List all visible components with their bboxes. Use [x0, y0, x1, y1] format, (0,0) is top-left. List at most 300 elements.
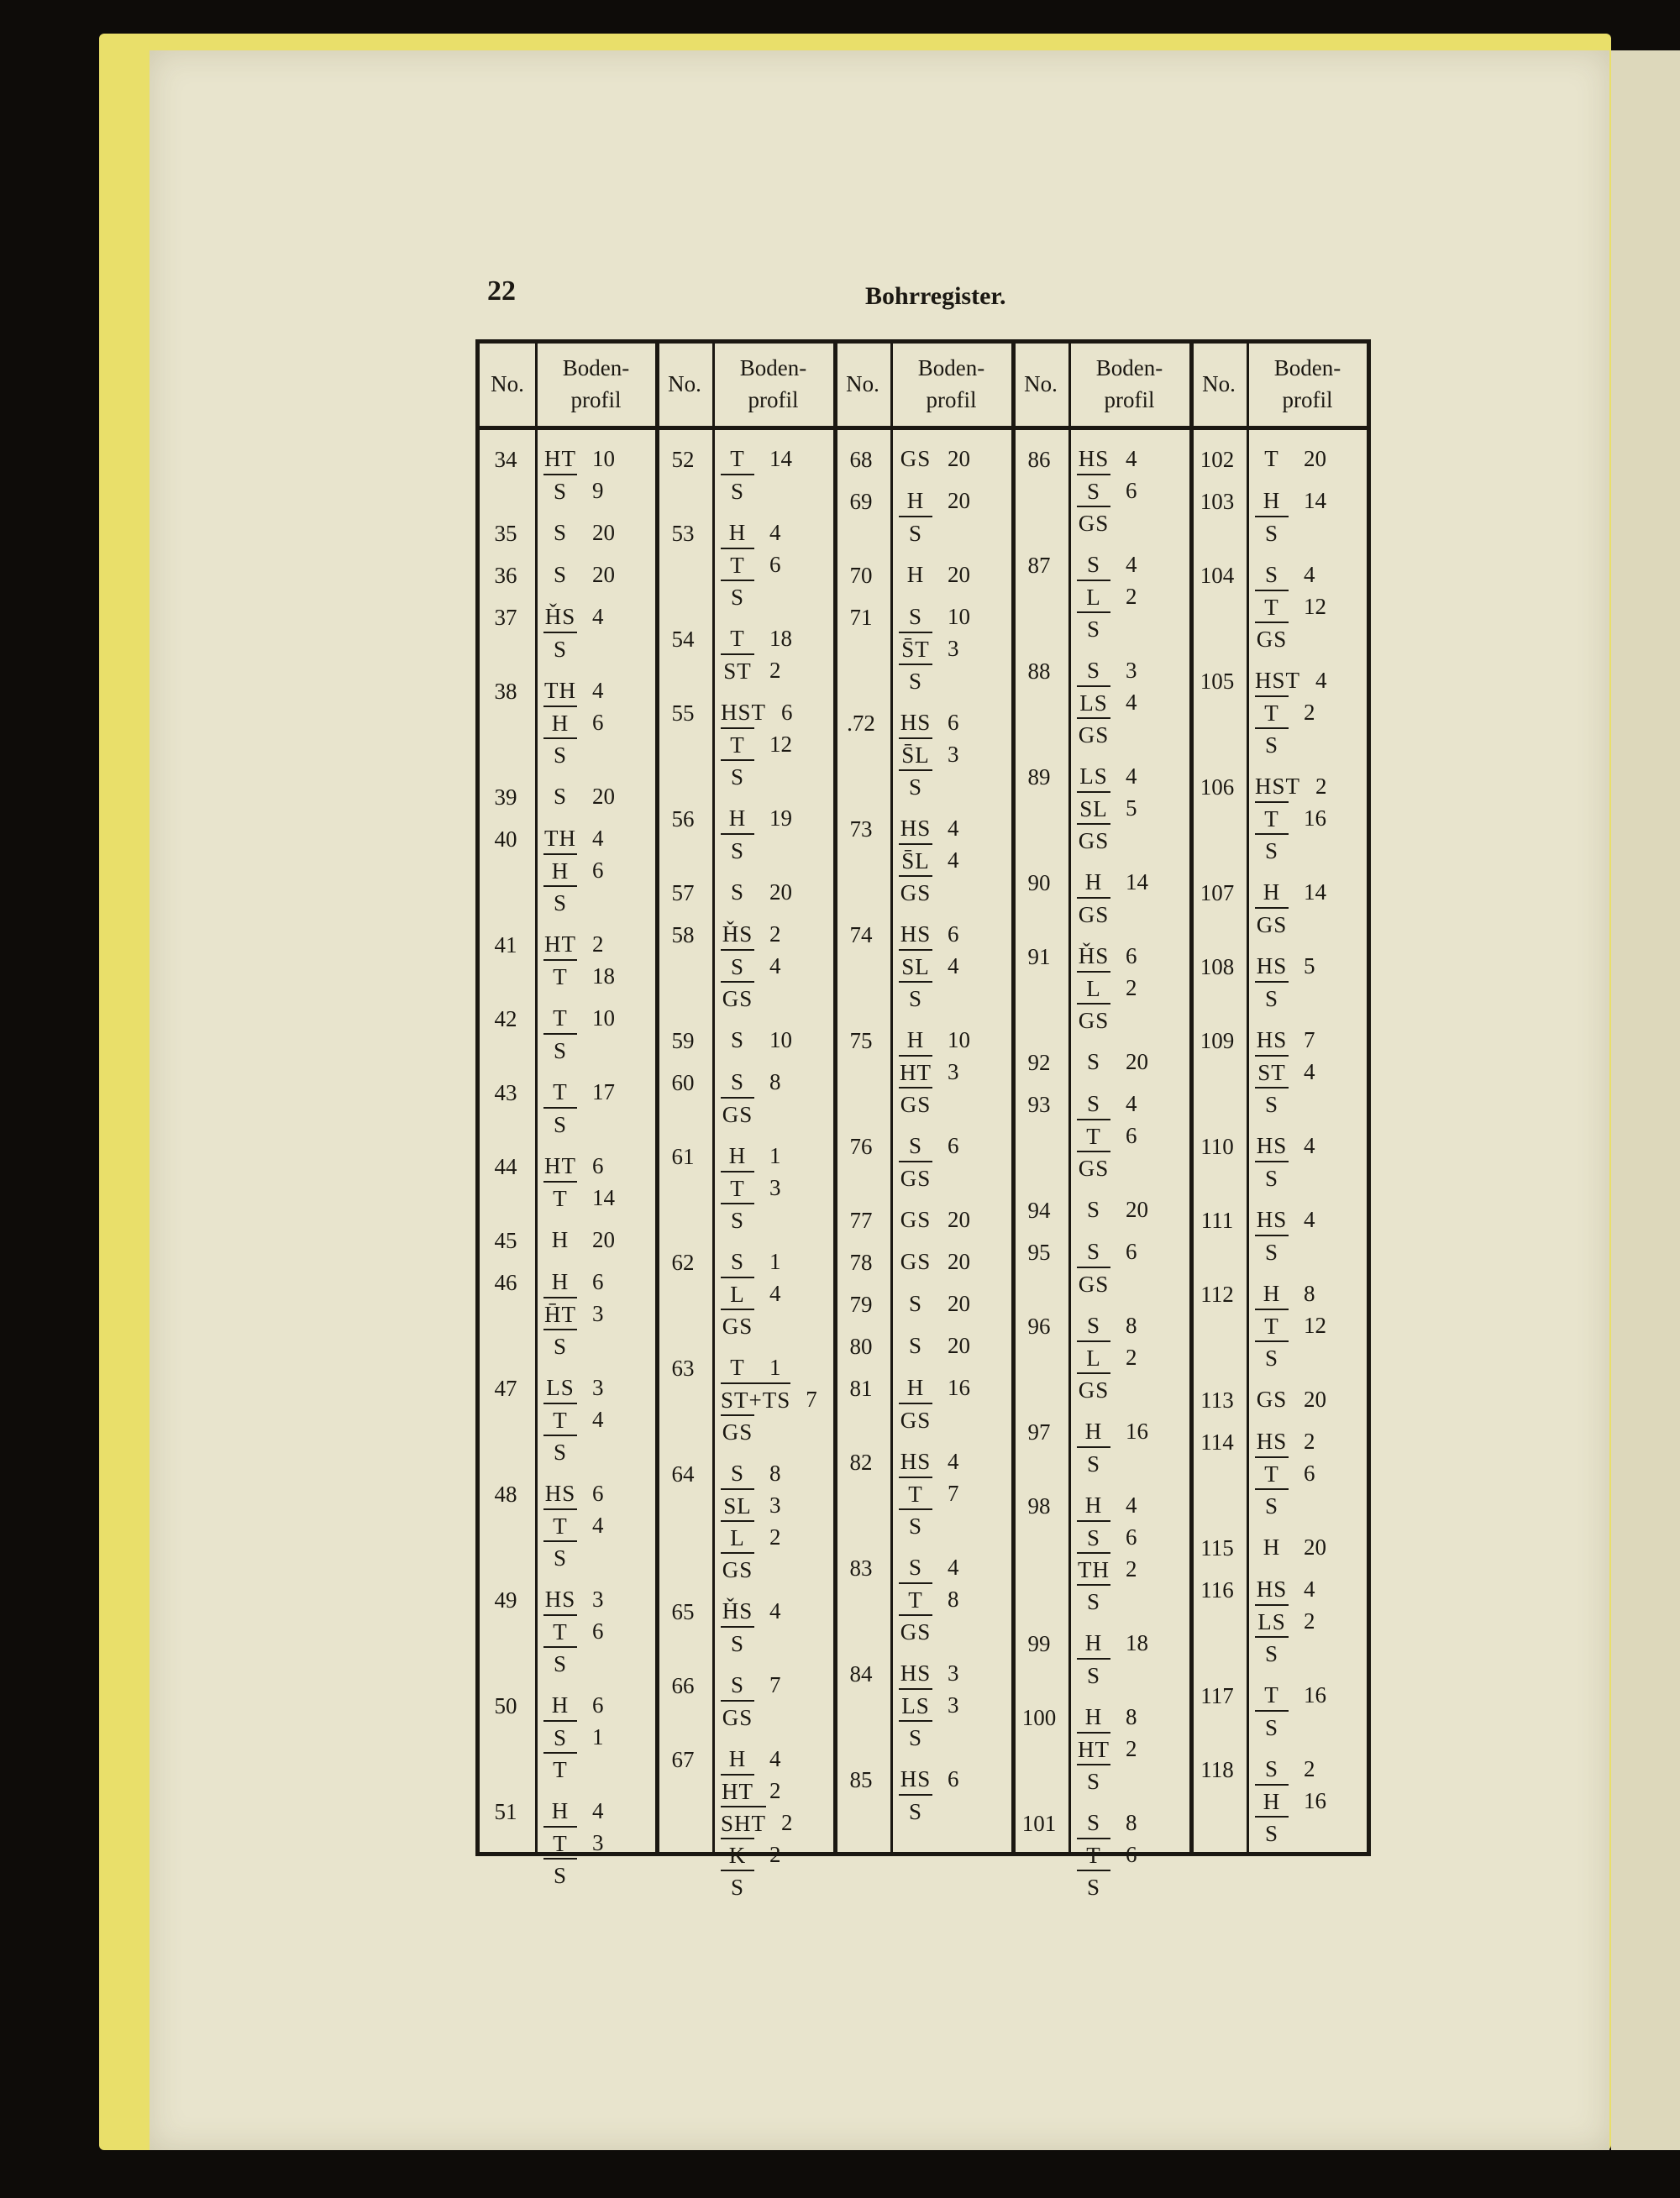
- layer-thickness: 2: [1126, 1345, 1137, 1370]
- soil-layer: [1255, 485, 1364, 517]
- register-entry: [835, 1330, 1011, 1360]
- entry-number: 57: [671, 880, 695, 905]
- entry-number: 107: [1200, 880, 1235, 905]
- layer-thickness: 8: [1126, 1704, 1137, 1729]
- layer-thickness: 3: [948, 1660, 959, 1686]
- soil-profile: [721, 1457, 830, 1585]
- soil-layer: [899, 1330, 1008, 1361]
- soil-layer: [543, 632, 653, 664]
- soil-layer: [1077, 1088, 1186, 1120]
- entry-number: 63: [671, 1356, 695, 1381]
- soil-symbol: HS: [1256, 1133, 1288, 1158]
- soil-layer: [1077, 686, 1186, 718]
- soil-layer: [1077, 1447, 1186, 1479]
- layer-thickness: 1: [769, 1249, 781, 1274]
- soil-layer: [899, 1204, 1008, 1235]
- soil-profile: [543, 443, 653, 506]
- layer-thickness: 8: [1126, 1810, 1137, 1835]
- layer-thickness: 10: [769, 1027, 792, 1052]
- layer-thickness: 4: [769, 1746, 781, 1771]
- soil-layer: [1255, 728, 1364, 760]
- soil-layer: [1255, 622, 1364, 654]
- soil-layer: [721, 1553, 830, 1585]
- soil-layer: [1255, 1817, 1364, 1849]
- soil-symbol: T: [899, 1582, 932, 1616]
- soil-symbol: S: [553, 520, 568, 545]
- layer-thickness: 6: [592, 858, 604, 883]
- soil-layer: [721, 1457, 830, 1489]
- soil-symbol: H: [728, 1746, 747, 1771]
- soil-layer: [1255, 1235, 1364, 1267]
- soil-symbol: H: [543, 706, 577, 739]
- soil-layer: [721, 580, 830, 612]
- soil-layer: [543, 738, 653, 770]
- register-entry: [657, 802, 833, 863]
- soil-symbol: H: [551, 1692, 570, 1718]
- soil-profile: [1077, 1415, 1186, 1479]
- soil-symbol: HST: [1255, 774, 1301, 799]
- layer-thickness: 4: [769, 1281, 781, 1306]
- soil-layer: [899, 559, 1008, 590]
- soil-layer: [543, 854, 653, 886]
- soil-layer: [1077, 1120, 1186, 1151]
- soil-layer: [899, 632, 1008, 664]
- soil-profile: [899, 1330, 1008, 1361]
- soil-profile: [1077, 1088, 1186, 1183]
- soil-symbol: S: [1086, 658, 1101, 683]
- soil-layer: [543, 559, 653, 590]
- soil-layer: [1255, 1489, 1364, 1521]
- soil-layer: [721, 475, 830, 506]
- soil-layer: [543, 886, 653, 918]
- soil-layer: [543, 1827, 653, 1859]
- register-entry: [835, 443, 1011, 473]
- soil-layer: [899, 1088, 1008, 1120]
- layer-thickness: 16: [1304, 1788, 1326, 1813]
- layer-thickness: 8: [1126, 1313, 1137, 1338]
- soil-symbol: S: [1255, 1710, 1289, 1744]
- soil-symbol: S: [721, 759, 754, 793]
- soil-symbol: T: [543, 1614, 577, 1648]
- soil-symbol: S: [1255, 1340, 1289, 1374]
- layer-thickness: 7: [948, 1481, 959, 1506]
- register-entry: [1013, 1088, 1189, 1181]
- soil-layer: [721, 1807, 830, 1839]
- soil-symbol: GS: [900, 446, 932, 471]
- entry-number: 117: [1200, 1683, 1234, 1708]
- layer-thickness: 3: [769, 1492, 781, 1518]
- soil-layer: [543, 1509, 653, 1541]
- soil-symbol: S: [543, 1033, 577, 1067]
- soil-layer: [1077, 824, 1186, 856]
- register-entry: [1191, 770, 1368, 863]
- soil-profile: [543, 1583, 653, 1679]
- entry-number: 49: [494, 1587, 517, 1613]
- soil-layer: [899, 485, 1008, 517]
- soil-layer: [721, 1246, 830, 1277]
- soil-symbol: S: [543, 1720, 577, 1754]
- register-entry: [480, 1150, 656, 1211]
- layer-thickness: 3: [1126, 658, 1137, 683]
- register-entry: [835, 1024, 1011, 1117]
- soil-symbol: S: [1255, 1816, 1289, 1849]
- soil-profile: [721, 696, 830, 792]
- layer-thickness: 6: [1126, 1842, 1137, 1867]
- soil-profile: [899, 443, 1008, 475]
- layer-thickness: 18: [769, 626, 792, 651]
- soil-symbol: S: [899, 769, 932, 803]
- register-entry: [480, 443, 656, 504]
- soil-symbol: SL: [721, 1488, 754, 1522]
- register-entry: [835, 601, 1011, 694]
- soil-layer: [721, 1870, 830, 1902]
- entry-number: 39: [494, 784, 517, 810]
- register-entry: [657, 1669, 833, 1730]
- soil-layer: [1255, 1637, 1364, 1669]
- soil-profile: [1255, 1383, 1364, 1415]
- entry-number: 78: [849, 1250, 873, 1275]
- entry-number: 81: [849, 1376, 873, 1401]
- layer-thickness: 6: [1126, 1239, 1137, 1264]
- register-entry: [657, 918, 833, 1011]
- soil-layer: [543, 1182, 653, 1214]
- layer-thickness: 4: [769, 1598, 781, 1624]
- soil-symbol: T: [1264, 1682, 1279, 1708]
- entry-number: 61: [671, 1144, 695, 1169]
- register-entry: [657, 876, 833, 906]
- soil-symbol: S: [543, 1540, 577, 1574]
- layer-thickness: 2: [1304, 1429, 1315, 1454]
- soil-layer: [543, 601, 653, 632]
- entry-number: 95: [1027, 1240, 1051, 1265]
- soil-profile: [721, 1024, 830, 1056]
- layer-thickness: 2: [1126, 975, 1137, 1000]
- soil-layer: [543, 928, 653, 960]
- soil-symbol: S: [730, 1249, 745, 1274]
- soil-layer: [1255, 664, 1364, 696]
- layer-thickness: 20: [592, 784, 615, 809]
- soil-symbol: T: [543, 959, 577, 993]
- layer-thickness: 6: [948, 710, 959, 735]
- layer-thickness: 2: [1315, 774, 1327, 799]
- register-entry: [835, 1551, 1011, 1645]
- soil-layer: [1077, 940, 1186, 972]
- soil-layer: [1255, 1088, 1364, 1120]
- soil-symbol: S: [1255, 1235, 1289, 1268]
- soil-symbol: SHT: [721, 1806, 766, 1839]
- entry-number: 36: [494, 563, 517, 588]
- layer-thickness: 8: [769, 1461, 781, 1486]
- soil-profile: [899, 1551, 1008, 1647]
- soil-profile: [899, 1130, 1008, 1193]
- layer-thickness: 4: [1126, 552, 1137, 577]
- register-entry: [835, 706, 1011, 800]
- soil-profile: [543, 674, 653, 770]
- layer-thickness: 20: [948, 1333, 970, 1358]
- soil-symbol: GS: [899, 1161, 932, 1194]
- soil-layer: [1077, 1701, 1186, 1733]
- register-entry: [1191, 876, 1368, 937]
- layer-thickness: 6: [592, 1481, 604, 1506]
- soil-symbol: S: [908, 1291, 923, 1316]
- soil-symbol: T: [543, 1181, 577, 1214]
- entry-number: 45: [494, 1228, 517, 1253]
- soil-layer: [899, 1288, 1008, 1319]
- soil-symbol: K: [721, 1838, 754, 1871]
- soil-symbol: T: [1255, 801, 1289, 835]
- entry-number: 46: [494, 1270, 517, 1295]
- layer-thickness: 6: [592, 1692, 604, 1718]
- layer-thickness: 4: [592, 678, 604, 703]
- soil-layer: [899, 1763, 1008, 1795]
- soil-symbol: HT: [1077, 1732, 1110, 1765]
- entry-number: 102: [1200, 447, 1235, 472]
- soil-symbol: HT: [721, 1774, 754, 1807]
- soil-layer: [899, 1162, 1008, 1193]
- layer-thickness: 16: [948, 1375, 970, 1400]
- layer-thickness: 3: [592, 1587, 604, 1612]
- register-entry: [657, 517, 833, 610]
- soil-profile: [899, 485, 1008, 548]
- soil-symbol: GS: [721, 981, 754, 1015]
- register-entry: [1013, 1415, 1189, 1477]
- soil-layer: [1077, 1553, 1186, 1585]
- soil-layer: [899, 1056, 1008, 1088]
- layer-thickness: 20: [592, 520, 615, 545]
- soil-profile: [899, 559, 1008, 590]
- soil-layer: [899, 443, 1008, 475]
- soil-layer: [1077, 1585, 1186, 1617]
- soil-symbol: ȞS: [722, 1598, 753, 1624]
- soil-layer: [721, 1595, 830, 1627]
- entry-number: 106: [1200, 774, 1235, 800]
- soil-layer: [1255, 1056, 1364, 1088]
- soil-layer: [543, 1224, 653, 1256]
- entry-number: 116: [1200, 1577, 1234, 1603]
- layer-thickness: 4: [1126, 690, 1137, 715]
- entry-number: 75: [849, 1028, 873, 1053]
- soil-profile: [543, 1372, 653, 1467]
- soil-profile: [1077, 1309, 1186, 1405]
- register-entry: [835, 1445, 1011, 1539]
- layer-thickness: 4: [592, 1513, 604, 1538]
- register-entry: [657, 1024, 833, 1054]
- entry-number: 113: [1200, 1388, 1234, 1413]
- soil-layer: [721, 1277, 830, 1309]
- soil-symbol: TH: [1077, 1552, 1110, 1586]
- layer-thickness: 4: [948, 953, 959, 978]
- soil-layer: [721, 876, 830, 908]
- layer-thickness: 3: [948, 636, 959, 661]
- soil-symbol: ȞS: [544, 604, 576, 629]
- soil-profile: [899, 1024, 1008, 1120]
- soil-profile: [543, 1266, 653, 1361]
- soil-layer: [543, 517, 653, 548]
- entry-number: 85: [849, 1767, 873, 1792]
- soil-profile: [899, 706, 1008, 802]
- entry-number: 91: [1027, 944, 1051, 969]
- soil-symbol: GS: [721, 1414, 754, 1448]
- soil-layer: [1255, 1425, 1364, 1457]
- soil-symbol: S: [899, 1720, 932, 1754]
- soil-layer: [1077, 1521, 1186, 1553]
- soil-symbol: GS: [899, 1087, 932, 1120]
- layer-thickness: 4: [769, 520, 781, 545]
- soil-profile: [899, 601, 1008, 696]
- entry-number: 53: [671, 521, 695, 546]
- soil-symbol: GS: [1077, 1151, 1110, 1184]
- layer-thickness: 2: [769, 1778, 781, 1803]
- entry-number: 67: [671, 1747, 695, 1772]
- entry-number: 60: [671, 1070, 695, 1095]
- soil-symbol: HS: [544, 1587, 576, 1612]
- soil-symbol: S: [721, 949, 754, 983]
- soil-symbol: H: [1084, 1419, 1103, 1444]
- soil-layer: [899, 1721, 1008, 1753]
- layer-thickness: 4: [1304, 562, 1315, 587]
- layer-thickness: 3: [769, 1175, 781, 1200]
- soil-layer: [899, 1130, 1008, 1162]
- layer-thickness: 3: [592, 1830, 604, 1855]
- layer-thickness: 16: [1304, 1682, 1326, 1708]
- soil-layer: [721, 1098, 830, 1130]
- layer-thickness: 18: [1126, 1630, 1148, 1655]
- soil-layer: [1077, 1193, 1186, 1225]
- entry-number: 34: [494, 447, 517, 472]
- soil-symbol: S: [730, 879, 745, 905]
- soil-symbol: H: [906, 562, 925, 587]
- entry-number: 43: [494, 1080, 517, 1105]
- register-entry: [480, 517, 656, 547]
- layer-thickness: 2: [1304, 700, 1315, 725]
- entry-number: 82: [849, 1450, 873, 1475]
- soil-layer: [1255, 1130, 1364, 1162]
- soil-profile: [1255, 559, 1364, 654]
- soil-layer: [1077, 1765, 1186, 1797]
- layer-thickness: 16: [1126, 1419, 1148, 1444]
- layer-thickness: 20: [948, 1249, 970, 1274]
- layer-thickness: 6: [592, 1269, 604, 1294]
- soil-layer: [899, 1403, 1008, 1435]
- register-entry: [1013, 1627, 1189, 1688]
- soil-layer: [543, 1076, 653, 1108]
- soil-symbol: GS: [1077, 506, 1110, 539]
- soil-profile: [1255, 664, 1364, 760]
- soil-layer: [721, 1775, 830, 1807]
- soil-symbol: S̄T: [899, 632, 932, 665]
- soil-symbol: S: [730, 1672, 745, 1697]
- facing-page-edge: [1611, 50, 1680, 2150]
- soil-symbol: S: [908, 604, 923, 629]
- soil-symbol: GS: [900, 1207, 932, 1232]
- soil-layer: [1077, 760, 1186, 792]
- entry-number: 105: [1200, 669, 1235, 694]
- soil-layer: [1077, 1267, 1186, 1299]
- soil-layer: [1077, 1489, 1186, 1521]
- layer-thickness: 6: [769, 552, 781, 577]
- soil-symbol: L: [1077, 1340, 1110, 1374]
- soil-layer: [543, 1721, 653, 1753]
- soil-layer: [1255, 876, 1364, 908]
- register-entry: [1191, 1383, 1368, 1414]
- soil-symbol: H: [543, 853, 577, 887]
- soil-layer: [1077, 506, 1186, 538]
- layer-thickness: 4: [948, 1555, 959, 1580]
- soil-symbol: H: [551, 1269, 570, 1294]
- soil-symbol: S: [908, 1555, 923, 1580]
- soil-profile: [1077, 1701, 1186, 1797]
- soil-profile: [1255, 770, 1364, 866]
- soil-symbol: S: [908, 1333, 923, 1358]
- soil-layer: [543, 1647, 653, 1679]
- soil-profile: [1077, 1193, 1186, 1225]
- soil-layer: [543, 1298, 653, 1330]
- soil-symbol: L: [1077, 580, 1110, 613]
- soil-symbol: HS: [1256, 1027, 1288, 1052]
- soil-symbol: HT: [544, 446, 576, 471]
- soil-layer: [1077, 1235, 1186, 1267]
- entry-number: 44: [494, 1154, 517, 1179]
- layer-thickness: 4: [1126, 1492, 1137, 1518]
- soil-layer: [1077, 612, 1186, 644]
- register-entry: [480, 601, 656, 662]
- register-entry: [1013, 1193, 1189, 1224]
- soil-profile: [1077, 548, 1186, 644]
- soil-layer: [899, 1583, 1008, 1615]
- soil-layer: [721, 950, 830, 982]
- soil-layer: [1255, 1711, 1364, 1743]
- soil-layer: [543, 780, 653, 812]
- soil-layer: [1255, 950, 1364, 982]
- soil-symbol: T: [730, 446, 745, 471]
- register-entry: [1191, 485, 1368, 546]
- soil-profile: [899, 1763, 1008, 1827]
- soil-symbol: T: [1077, 1838, 1110, 1871]
- soil-symbol: GS: [1255, 907, 1289, 941]
- soil-symbol: LS: [546, 1375, 575, 1400]
- soil-symbol: S: [899, 981, 932, 1015]
- soil-layer: [899, 738, 1008, 770]
- register-entry: [480, 1795, 656, 1888]
- entry-number: 40: [494, 826, 517, 852]
- layer-thickness: 1: [769, 1143, 781, 1168]
- soil-symbol: HST: [721, 700, 767, 725]
- soil-layer: [1077, 866, 1186, 898]
- soil-symbol: S: [908, 1133, 923, 1158]
- soil-symbol: S: [543, 1107, 577, 1141]
- header-bodenprofil: Boden- profil: [1095, 355, 1163, 412]
- layer-thickness: 4: [592, 1798, 604, 1823]
- soil-symbol: H: [1263, 1281, 1281, 1306]
- soil-symbol: S: [730, 1461, 745, 1486]
- soil-layer: [899, 1477, 1008, 1509]
- soil-symbol: ȞS: [1078, 943, 1110, 968]
- soil-layer: [721, 517, 830, 548]
- entry-number: 88: [1027, 658, 1051, 684]
- entry-number: 103: [1200, 489, 1235, 514]
- soil-symbol: GS: [899, 1403, 932, 1436]
- register-entry: [480, 780, 656, 810]
- soil-symbol: GS: [899, 1614, 932, 1648]
- soil-profile: [1077, 1046, 1186, 1078]
- soil-symbol: T: [899, 1477, 932, 1510]
- soil-layer: [721, 1309, 830, 1341]
- soil-profile: [721, 1246, 830, 1341]
- layer-thickness: 6: [1126, 478, 1137, 503]
- entry-number: 89: [1027, 764, 1051, 789]
- register-entry: [480, 1689, 656, 1782]
- soil-layer: [721, 1701, 830, 1733]
